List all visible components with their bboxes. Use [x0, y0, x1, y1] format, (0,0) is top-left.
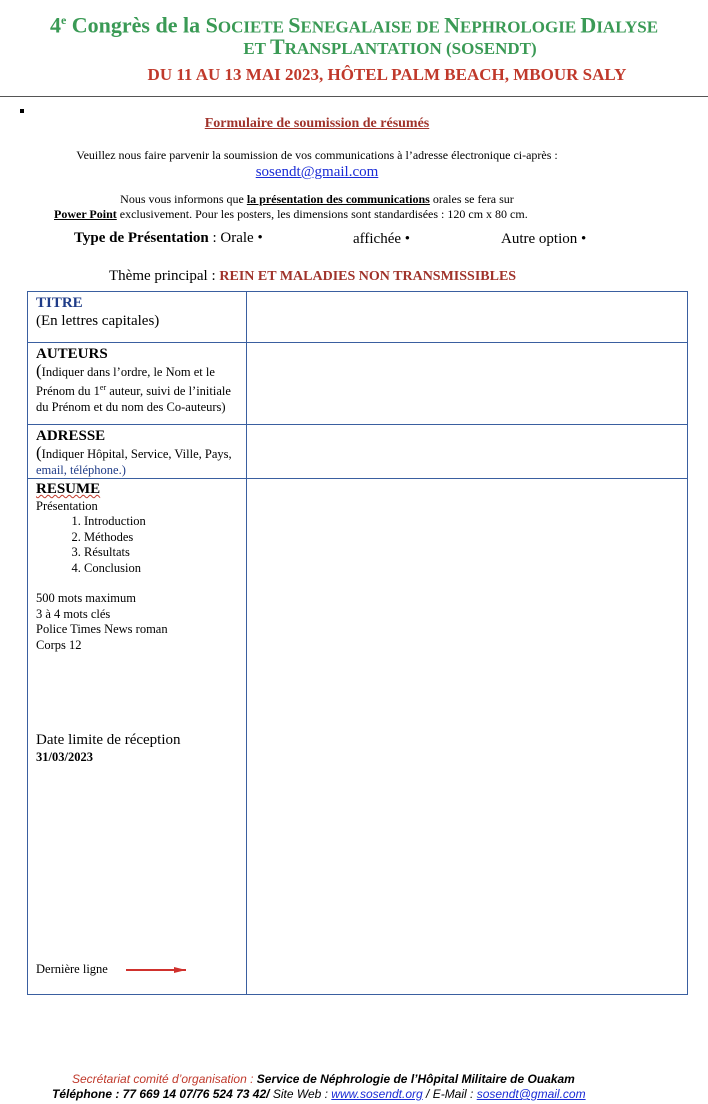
congress-date-venue: DU 11 AU 13 MAI 2023, HÔTEL PALM BEACH, MBOUR SALY	[147, 65, 627, 84]
rule-line: 3 à 4 mots clés	[36, 606, 111, 621]
info-line2: Power Point exclusivement. Pour les posters, les dimensions sont standardisées : 120 cm x 80 cm.	[54, 207, 528, 221]
list-item: 4. Conclusion	[84, 561, 246, 577]
adresse-label-cell	[28, 425, 247, 479]
last-line: Dernière ligne	[36, 961, 246, 977]
deadline-label: Date limite de réception	[36, 732, 181, 748]
auteurs-row	[28, 343, 688, 425]
list-item: 2. Méthodes	[84, 530, 246, 546]
info-line1: Nous vous informons que la présentation des communications orales se fera sur	[120, 192, 514, 206]
titre-heading: TITRE	[36, 295, 83, 311]
resume-label-cell	[28, 479, 247, 995]
titre-row	[28, 292, 688, 343]
submission-form-table	[27, 291, 688, 995]
rule-line: 500 mots maximum	[36, 591, 136, 605]
auteurs-heading: AUTEURS	[36, 346, 108, 362]
auteurs-label-cell	[28, 343, 247, 425]
intro-text: Veuillez nous faire parvenir la soumission de vos communications à l’adresse électronique ci-après :	[76, 148, 558, 162]
rule-line: Corps 12	[36, 637, 82, 652]
adresse-heading: ADRESSE	[36, 428, 106, 444]
footer-contacts: Téléphone : 77 669 14 07/76 524 73 42/ Site Web : www.sosendt.org / E-Mail : sosendt@gmail.com	[52, 1087, 586, 1101]
bullet-mark	[20, 109, 24, 113]
header-divider	[0, 96, 708, 97]
footer-email-link[interactable]: sosendt@gmail.com	[476, 1087, 586, 1101]
auteurs-instruction: (Indiquer dans l’ordre, le Nom et le Prénom du 1er auteur, suivi de l’initiale du Prénom et du nom des Co-auteurs)	[36, 361, 231, 415]
rule-line: Police Times News roman	[36, 622, 168, 636]
resume-input-cell[interactable]	[247, 479, 688, 995]
adresse-row	[28, 425, 688, 479]
congress-title-line2: ET TRANSPLANTATION (SOSENDT)	[243, 34, 537, 59]
auteurs-input-cell[interactable]	[247, 343, 688, 425]
titre-label-cell	[28, 292, 247, 343]
titre-input-cell[interactable]	[247, 292, 688, 343]
submission-email-link[interactable]: sosendt@gmail.com	[255, 164, 379, 180]
footer-secretariat: Secrétariat comité d’organisation : Service de Néphrologie de l’Hôpital Militaire de Ouakam	[72, 1072, 575, 1086]
resume-rules	[36, 591, 246, 653]
form-title: Formulaire de soumission de résumés	[204, 116, 430, 131]
presentation-type-autre[interactable]: Autre option •	[501, 231, 587, 247]
website-link[interactable]: www.sosendt.org	[331, 1087, 423, 1101]
presentation-type-orale[interactable]: Type de Présentation : Orale •	[74, 230, 263, 246]
arrow-right-icon	[126, 969, 186, 971]
deadline-date: 31/03/2023	[36, 750, 93, 764]
resume-row	[28, 479, 688, 995]
congress-title-line1: 4e Congrès de la SOCIETE SENEGALAISE DE NEPHROLOGIE DIALYSE	[49, 12, 659, 38]
presentation-type-affichee[interactable]: affichée •	[353, 231, 411, 247]
list-item: 1. Introduction	[84, 514, 246, 530]
adresse-input-cell[interactable]	[247, 425, 688, 479]
resume-presentation: Présentation	[36, 499, 98, 513]
adresse-instruction: (Indiquer Hôpital, Service, Ville, Pays, email, téléphone.)	[36, 443, 232, 477]
main-theme: Thème principal : REIN ET MALADIES NON TRANSMISSIBLES	[109, 268, 517, 284]
resume-steps-list	[36, 514, 246, 576]
titre-instruction: (En lettres capitales)	[36, 313, 160, 329]
list-item: 3. Résultats	[84, 545, 246, 561]
resume-heading: RESUME	[36, 481, 101, 497]
